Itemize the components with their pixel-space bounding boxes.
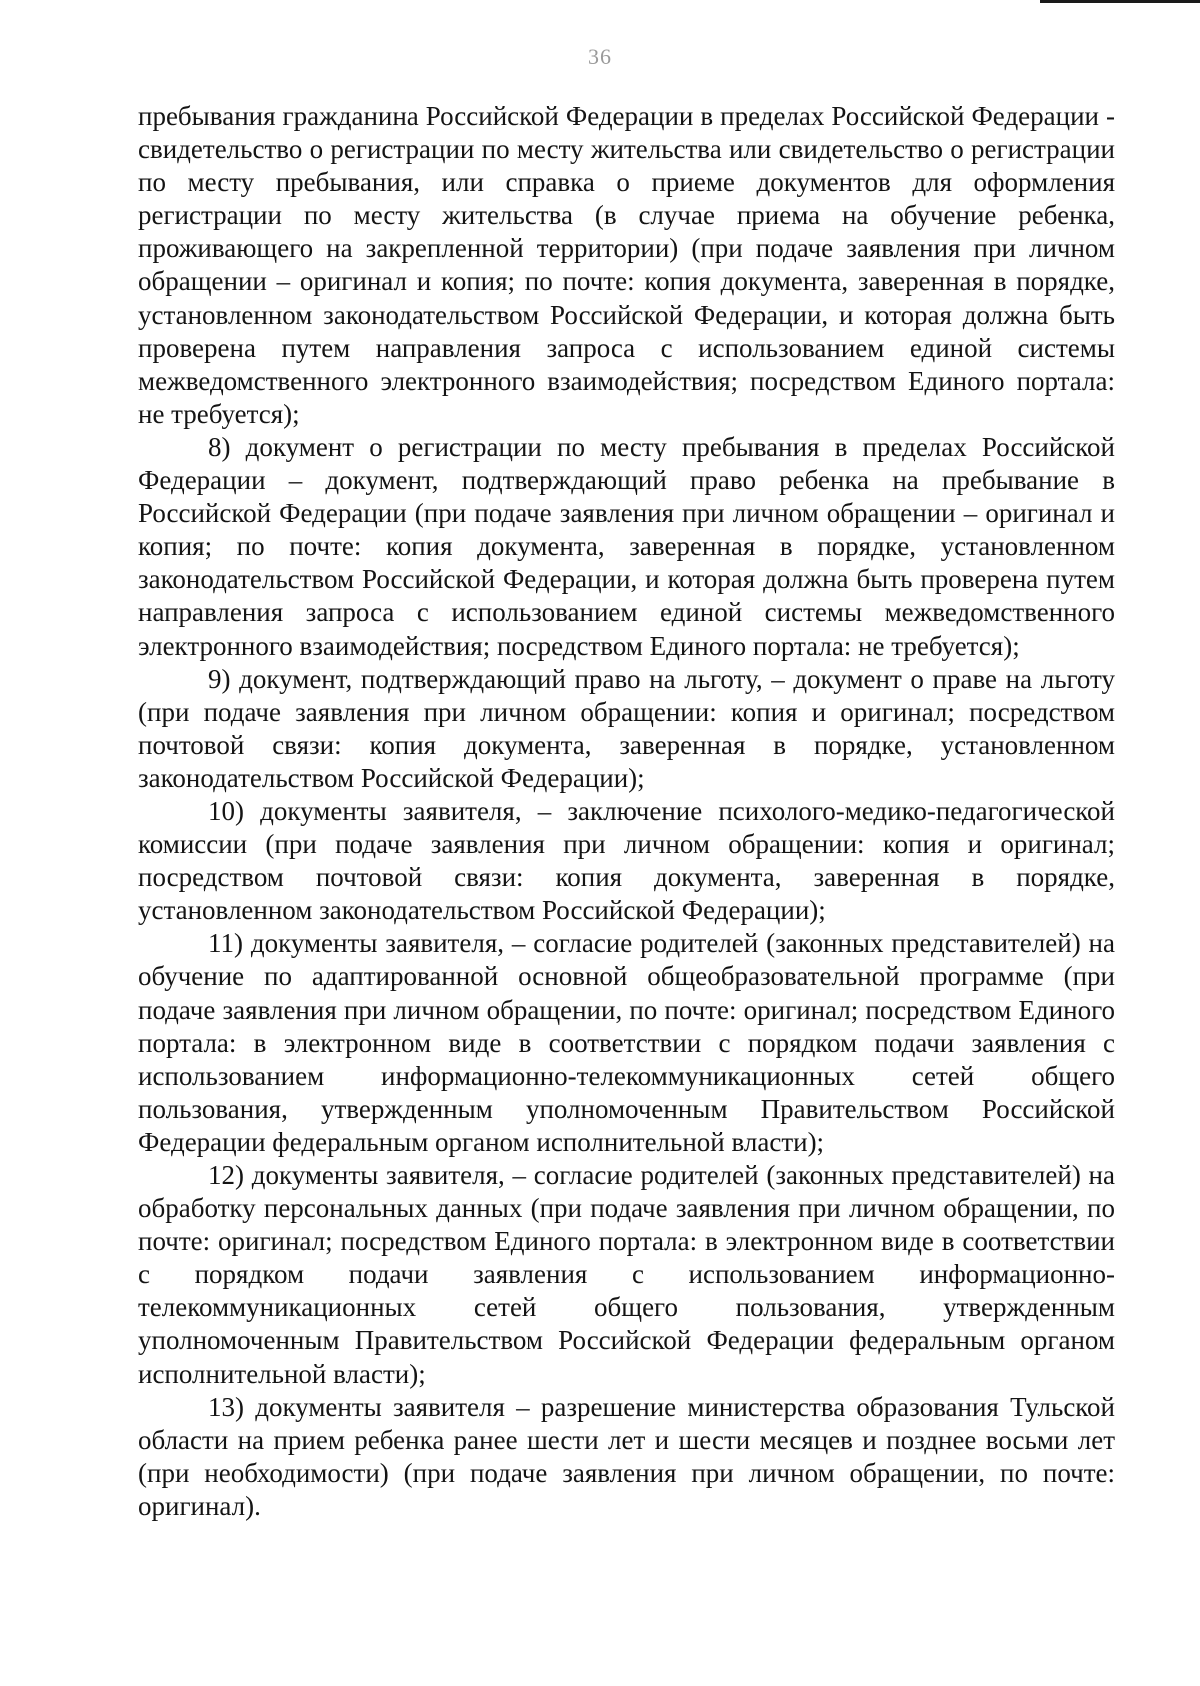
paragraph-item-12: 12) документы заявителя, – согласие родителей (законных представителей) на обработку персональных данных (при подаче заявления при личном обращении, по почте: оригинал; посредством Единого портала: в электронном виде в соответствии с порядком подачи заявления с использованием информационно-телекоммуникационных сетей общего пользования, утвержденным уполномоченным Правительством Российской Федерации федеральным органом исполнительной власти);: [138, 1160, 1115, 1389]
paragraph-item-11: 11) документы заявителя, – согласие родителей (законных представителей) на обучение по адаптированной основной общеобразовательной программе (при подаче заявления при личном обращении, по почте: оригинал; посредством Единого портала: в электронном виде в соответствии с порядком подачи заявления с использованием информационно-телекоммуникационных сетей общего пользования, утвержденным уполномоченным Правительством Российской Федерации федеральным органом исполнительной власти);: [138, 928, 1115, 1157]
paragraph-item-8: 8) документ о регистрации по месту пребывания в пределах Российской Федерации – документ, подтверждающий право ребенка на пребывание в Российской Федерации (при подаче заявления при личном обращении – оригинал и копия; по почте: копия документа, заверенная в порядке, установленном законодательством Российской Федерации, и которая должна быть проверена путем направления запроса с использованием единой системы межведомственного электронного взаимодействия; посредством Единого портала: не требуется);: [138, 431, 1115, 661]
document-body: [138, 100, 1115, 1523]
top-rule-line: [1040, 0, 1200, 3]
paragraph-item-7-continuation: пребывания гражданина Российской Федерации в пределах Российской Федерации - свидетельство о регистрации по месту жительства или свидетельство о регистрации по месту пребывания, или справка о приеме документов для оформления регистрации по месту жительства (в случае приема на обучение ребенка, проживающего на закрепленной территории) (при подаче заявления при личном обращении – оригинал и копия; по почте: копия документа, заверенная в порядке, установленном законодательством Российской Федерации, и которая должна быть проверена путем направления запроса с использованием единой системы межведомственного электронного взаимодействия; посредством Единого портала: не требуется);: [138, 101, 1115, 429]
paragraph-item-13: 13) документы заявителя – разрешение министерства образования Тульской области на прием ребенка ранее шести лет и шести месяцев и позднее восьми лет (при необходимости) (при подаче заявления при личном обращении, по почте: оригинал).: [138, 1391, 1115, 1521]
paragraph-item-10: 10) документы заявителя, – заключение психолого-медико-педагогической комиссии (при подаче заявления при личном обращении: копия и оригинал; посредством почтовой связи: копия документа, заверенная в порядке, установленном законодательством Российской Федерации);: [138, 795, 1115, 926]
paragraph-item-9: 9) документ, подтверждающий право на льготу, – документ о праве на льготу (при подаче заявления при личном обращении: копия и оригинал; посредством почтовой связи: копия документа, заверенная в порядке, установленном законодательством Российской Федерации);: [138, 663, 1115, 793]
page-number: 36: [588, 44, 612, 69]
